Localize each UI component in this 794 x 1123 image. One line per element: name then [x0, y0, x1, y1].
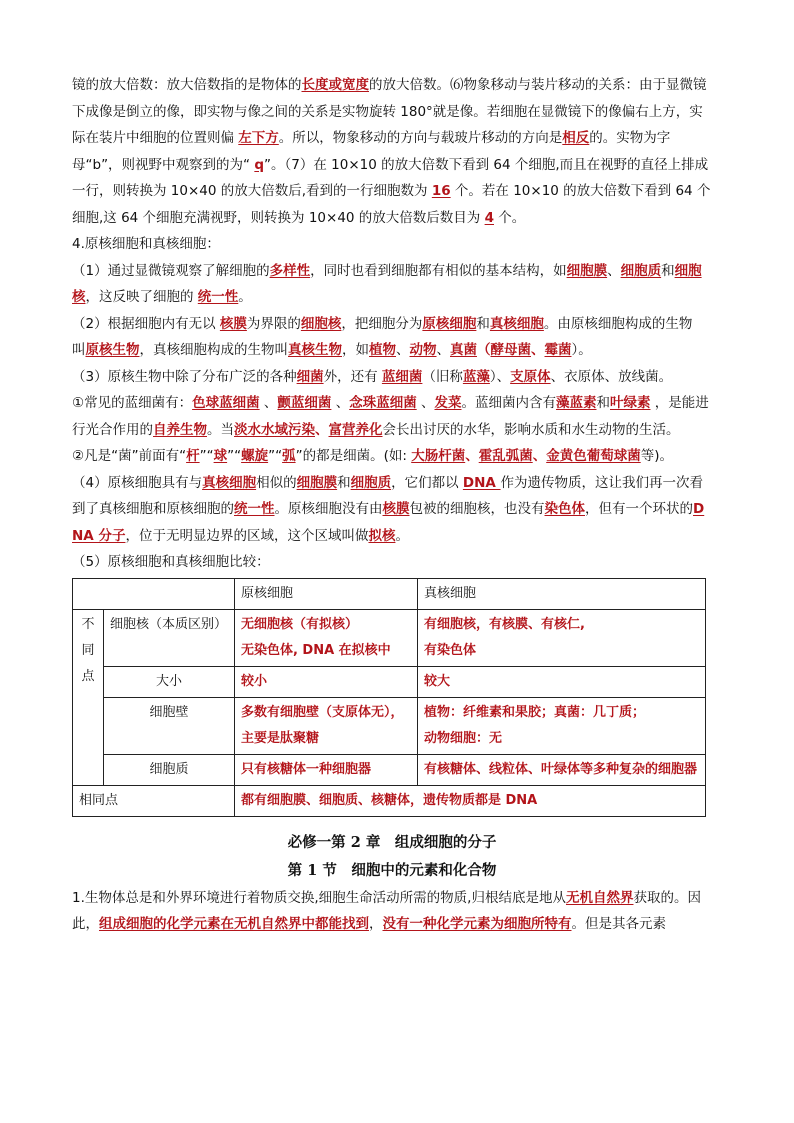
text: ”。（7）在 10×10 的放大倍数下看到 64 个细胞,而且在视野的直径上排成一行，则转换为 10×40 的放大倍数后,看到的一行细胞数为 — [72, 156, 709, 199]
text: 。原核细胞没有由 — [274, 501, 383, 517]
table-header-row — [73, 578, 706, 609]
text: 相似的 — [256, 474, 297, 491]
answer: 细胞核 — [72, 262, 702, 305]
answer: 没有一种化学元素为细胞所特有 — [382, 916, 572, 932]
text: 获取的。因此， — [72, 889, 701, 932]
answer: 核膜 — [382, 501, 410, 517]
text: 个。 — [494, 209, 526, 226]
answer: 相反 — [562, 130, 590, 146]
text: 个。若在 10×10 的放大倍数下看到 64 个细胞,这 64 个细胞充满视野，则转换为 10×40 的放大倍数后数目为 — [72, 183, 711, 226]
answer: 真核生物 — [288, 342, 342, 358]
text: 不 — [81, 616, 95, 632]
text: ，真核细胞构成的生物叫 — [139, 342, 288, 358]
answer: 颤蓝细菌 — [277, 395, 332, 411]
answer: DNA — [462, 474, 501, 491]
text: 、 — [416, 395, 435, 411]
text: 1.生物体总是和外界环境进行着物质交换,细胞生命活动所需的物质,归根结底是地从 — [72, 889, 566, 906]
answer: 无机自然界 — [565, 889, 634, 906]
answer: 拟核 — [368, 527, 396, 544]
text: 的。实物为字母“b”，则视野中观察到的为“ — [72, 130, 671, 173]
text: ，把细胞分为 — [341, 315, 423, 332]
answer: 多样性 — [269, 262, 311, 279]
text: ，如 — [342, 342, 369, 358]
answer: 左下方 — [238, 130, 279, 146]
item-2 — [72, 311, 712, 364]
answer: 大肠杆菌 — [411, 448, 466, 464]
prokaryote-cell: 多数有细胞壁（支原体无），主要是肽聚糖 — [234, 697, 417, 754]
section-heading: 4.原核细胞和真核细胞： — [72, 236, 220, 252]
item-3-cyanobacteria — [72, 390, 712, 443]
text: 包被的细胞核，也没有 — [409, 501, 545, 517]
text: （ — [477, 342, 491, 358]
text: 点 — [81, 668, 95, 684]
text: 无染色体, DNA 在拟核中 — [240, 642, 391, 658]
row-label: 细胞壁 — [104, 697, 235, 754]
answer: 真菌 — [450, 342, 477, 358]
prokaryote-cell — [234, 609, 417, 666]
answer: 16 — [431, 183, 451, 199]
text: 。蓝细菌内含有 — [461, 395, 556, 411]
answer: 核膜 — [219, 315, 247, 332]
table-row — [73, 666, 706, 697]
text: ，这反映了细胞的 — [85, 289, 198, 305]
text: 作为遗传物质，这让我们再一次看到了真核细胞和原核细胞的 — [72, 474, 704, 517]
text: 、 — [436, 342, 450, 358]
text: 、 — [607, 262, 621, 279]
answer: 统一性 — [197, 289, 239, 305]
answer: 酵母菌 — [490, 342, 531, 358]
answer: 统一性 — [234, 501, 275, 517]
answer: 长度或宽度 — [301, 77, 369, 93]
text: 无细胞核（有拟核） — [240, 616, 358, 632]
text: 为界限的 — [246, 315, 301, 332]
eukaryote-cell — [417, 697, 705, 754]
table-row — [73, 754, 706, 785]
prokaryote-cell: 较小 — [234, 666, 417, 697]
text: （4）原核细胞具有与 — [72, 474, 203, 491]
row-label: 细胞质 — [104, 754, 235, 785]
text: 、 — [465, 448, 479, 464]
text: 。 — [238, 289, 252, 305]
text: 。由原核细胞构成的生物 — [543, 315, 693, 332]
answer: 自养生物 — [153, 421, 207, 438]
answer: 细胞质 — [620, 262, 662, 279]
answer: 金黄色葡萄球菌 — [546, 448, 641, 464]
text: 同 — [81, 642, 95, 658]
text: ”“ — [227, 448, 242, 464]
text: 有细胞核，有核膜、有核仁, — [423, 616, 585, 632]
chapter-title: 必修一第 2 章 组成细胞的分子 — [287, 833, 497, 851]
text: 和 — [337, 474, 351, 491]
row-label: 大小 — [104, 666, 235, 697]
text: 、 — [532, 448, 547, 464]
answer: q — [254, 156, 265, 173]
table-corner-cell — [73, 578, 235, 609]
answer: 霍乱弧菌 — [478, 448, 533, 464]
text: 的放大倍数。⑹物象移动与装片移动的关系：由于显微镜下成像是倒立的像，即实物与像之间的关系是实物旋转 180°就是像。若细胞在显微镜下的像偏右上方，实际在装片中细胞的位置则偏 — [72, 77, 707, 146]
text: ， — [369, 916, 383, 932]
text: 、 — [315, 421, 329, 438]
text: 。但是其各元素 — [571, 916, 666, 932]
answer: 念珠蓝细菌 — [349, 395, 417, 411]
text: ”“ — [268, 448, 283, 464]
text: ）。 — [571, 342, 592, 358]
text: 、衣原体、放线菌。 — [550, 368, 673, 385]
answer: 细胞膜 — [566, 262, 608, 279]
text: ，同时也看到细胞都有相似的基本结构，如 — [310, 262, 567, 279]
answer: 原核生物 — [85, 342, 140, 358]
text: 植物：纤维素和果胶；真菌：几丁质； — [423, 704, 645, 720]
difference-label — [73, 609, 104, 785]
text: 会长出讨厌的水华，影响水质和水生动物的生活。 — [382, 421, 680, 438]
answer: 细菌 — [296, 368, 324, 385]
item-1 — [72, 258, 712, 311]
answer: 细胞核 — [300, 315, 342, 332]
answer: 细胞质 — [350, 474, 392, 491]
text: 叫 — [72, 342, 86, 358]
answer: 真核细胞 — [202, 474, 257, 491]
answer: 4 — [484, 209, 494, 226]
text: 和 — [596, 395, 610, 411]
text: ②凡是“菌”前面有“ — [72, 448, 187, 464]
item-3-bacteria — [72, 443, 712, 470]
text: （1）通过显微镜观察了解细胞的 — [72, 262, 270, 279]
text: ，是能进行光合作用的 — [72, 395, 709, 438]
text: 、 — [531, 342, 545, 358]
answer: 蓝藻 — [462, 368, 490, 385]
text: ，它们都以 — [391, 474, 463, 491]
text: 和 — [476, 315, 490, 332]
item-4 — [72, 470, 712, 550]
answer: 染色体 — [544, 501, 585, 517]
text: 、 — [331, 395, 350, 411]
text: 动物细胞：无 — [423, 730, 502, 746]
text: 。当 — [207, 421, 234, 438]
answer: DNA 分子 — [72, 501, 705, 544]
answer: 原核细胞 — [422, 315, 477, 332]
text: 。 — [395, 527, 409, 544]
text: ”“ — [199, 448, 214, 464]
answer: 支原体 — [510, 368, 551, 385]
answer: 细胞膜 — [296, 474, 338, 491]
eukaryote-cell: 有核糖体、线粒体、叶绿体等多种复杂的细胞器 — [417, 754, 705, 785]
text: ）、 — [489, 368, 511, 385]
answer: 弧 — [282, 448, 296, 464]
text: 、 — [396, 342, 410, 358]
text: ”的都是细菌。(如: — [295, 448, 412, 464]
answer: 叶绿素 — [610, 395, 651, 411]
answer: 植物 — [369, 342, 396, 358]
same-label: 相同点 — [73, 785, 235, 816]
text: 、 — [259, 395, 278, 411]
answer: 蓝细菌 — [381, 368, 423, 385]
answer: 霉菌 — [544, 342, 572, 358]
comparison-table — [72, 578, 706, 817]
answer: 色球蓝细菌 — [192, 395, 260, 411]
text: 和 — [661, 262, 675, 279]
same-value: 都有细胞膜、细胞质、核糖体，遗传物质都是 DNA — [234, 785, 705, 816]
answer: 动物 — [409, 342, 437, 358]
table-row — [73, 785, 706, 816]
item-3 — [72, 364, 712, 391]
table-row — [73, 609, 706, 666]
document-page — [72, 72, 712, 938]
table-header-prokaryote: 原核细胞 — [234, 578, 417, 609]
text: 镜的放大倍数：放大倍数指的是物体的 — [72, 77, 302, 93]
answer: 富营养化 — [328, 421, 383, 438]
paragraph-elements — [72, 885, 712, 938]
paragraph-microscope — [72, 72, 712, 231]
text: 外，还有 — [323, 368, 382, 385]
eukaryote-cell: 较大 — [417, 666, 705, 697]
row-label: 细胞核（本质区别） — [104, 609, 235, 666]
answer: 螺旋 — [241, 448, 269, 464]
eukaryote-cell — [417, 609, 705, 666]
section-title: 第 1 节 细胞中的元素和化合物 — [287, 861, 497, 879]
text: （旧称 — [422, 368, 463, 385]
text: 等)。 — [640, 448, 673, 464]
answer: 发菜 — [434, 395, 462, 411]
text: ，但有一个环状的 — [585, 501, 693, 517]
answer: 真核细胞 — [489, 315, 544, 332]
text: 有染色体 — [423, 642, 476, 658]
prokaryote-cell: 只有核糖体一种细胞器 — [234, 754, 417, 785]
answer: 球 — [213, 448, 228, 464]
answer: 组成细胞的化学元素在无机自然界中都能找到 — [99, 916, 369, 932]
answer: 杆 — [186, 448, 200, 464]
text: （2）根据细胞内有无以 — [72, 315, 220, 332]
answer: 藻蓝素 — [556, 395, 597, 411]
text: （3）原核生物中除了分布广泛的各种 — [72, 368, 297, 385]
text: 。所以，物象移动的方向与载玻片移动的方向是 — [278, 130, 563, 146]
text: ，位于无明显边界的区域，这个区域叫做 — [125, 527, 369, 544]
table-row — [73, 697, 706, 754]
text: ①常见的蓝细菌有： — [72, 395, 193, 411]
table-header-eukaryote: 真核细胞 — [417, 578, 705, 609]
answer: 淡水水域污染 — [234, 421, 315, 438]
item-5: （5）原核细胞和真核细胞比较： — [72, 554, 270, 570]
